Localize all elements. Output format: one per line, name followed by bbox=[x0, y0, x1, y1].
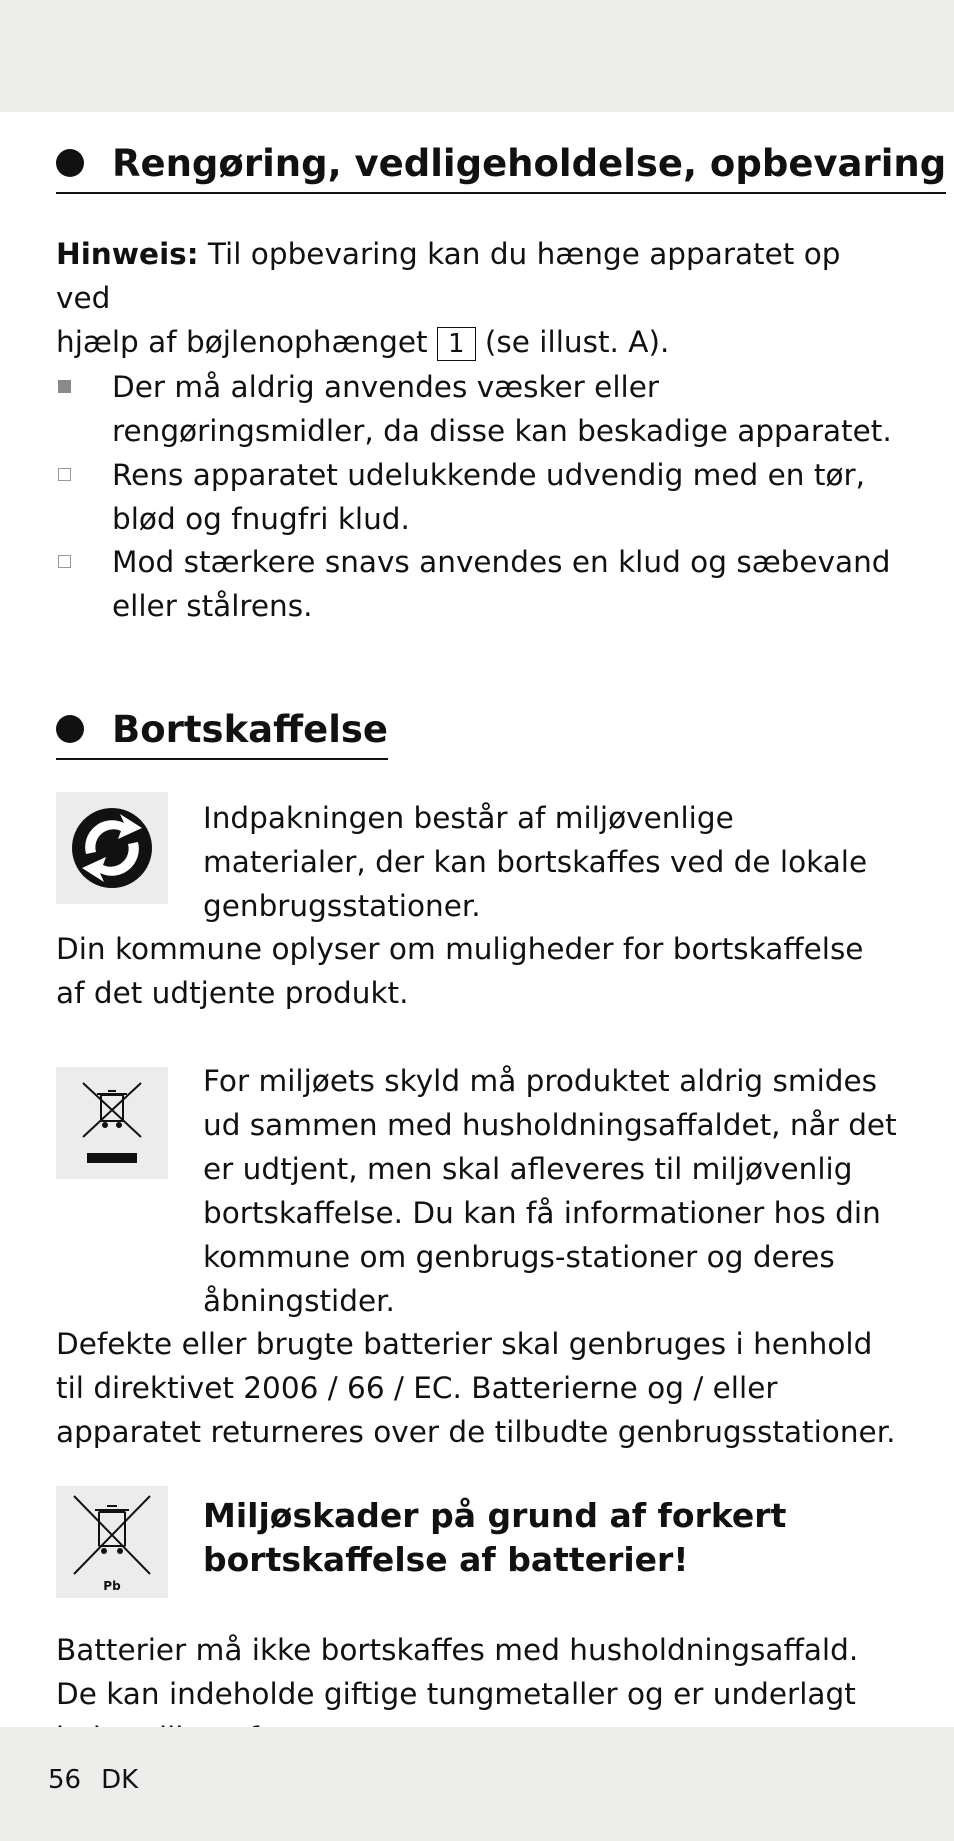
battery-directive-paragraph: Defekte eller brugte batterier skal genbruges i henhold til direktivet 2006 / 66 / EC. Batterierne og / eller apparatet returneres over de tilbudte genbrugsstationer. bbox=[56, 1327, 896, 1449]
list-item-text: Rens apparatet udelukkende udvendig med en tør, blød og fnugfri klud. bbox=[112, 458, 865, 536]
heading-text: Rengøring, vedligeholdelse, opbevaring bbox=[112, 142, 947, 185]
list-item-text: Der må aldrig anvendes væsker eller rengøringsmidler, da disse kan beskadige apparatet. bbox=[112, 370, 892, 448]
list-item-text: Mod stærkere snavs anvendes en klud og sæbevand eller stålrens. bbox=[112, 545, 891, 623]
note-paragraph bbox=[56, 232, 898, 364]
battery-warning-title: Miljøskader på grund af forkert bortskaffelse af batterier! bbox=[203, 1496, 787, 1579]
note-text: Til opbevaring kan du hænge apparatet op ved bbox=[56, 237, 841, 315]
weee-symbol-box bbox=[56, 1067, 168, 1179]
list-item bbox=[56, 540, 898, 628]
illustration-reference: 1 bbox=[437, 327, 476, 361]
list-item bbox=[56, 365, 898, 453]
language-code: DK bbox=[101, 1765, 139, 1795]
recycling-text: Indpakningen består af miljøvenlige materialer, der kan bortskaffes ved de lokale genbrugsstationer. bbox=[203, 801, 868, 923]
municipality-paragraph: Din kommune oplyser om muligheder for bortskaffelse af det udtjente produkt. bbox=[56, 932, 864, 1010]
heading-bullet-icon bbox=[56, 715, 84, 743]
note-text-2: hjælp af bøjlenophænget bbox=[56, 325, 437, 359]
crossed-bin-icon bbox=[56, 1067, 168, 1179]
top-band bbox=[0, 0, 954, 112]
page-footer bbox=[48, 1762, 158, 1798]
bullet-empty-square-icon bbox=[58, 468, 71, 481]
battery-symbol-box bbox=[56, 1486, 168, 1598]
note-label: Hinweis: bbox=[56, 237, 199, 271]
note-text-3: (se illust. A). bbox=[475, 325, 670, 359]
page-number: 56 bbox=[48, 1765, 82, 1795]
section-heading-disposal bbox=[56, 708, 388, 760]
heading-bullet-icon bbox=[56, 149, 84, 177]
bullet-filled-square-icon bbox=[58, 380, 71, 393]
weee-text: For miljøets skyld må produktet aldrig smides ud sammen med husholdningsaffaldet, når det er udtjent, men skal afleveres til miljøvenlig bortskaffelse. Du kan få informationer hos din kommune om genbrugs-stationer og deres åbningstider. bbox=[203, 1064, 897, 1318]
recycling-symbol-box bbox=[56, 792, 168, 904]
section-heading-cleaning bbox=[56, 142, 946, 194]
recycling-icon bbox=[56, 792, 168, 904]
heading-text: Bortskaffelse bbox=[112, 708, 389, 751]
battery-disposal-paragraph: Batterier må ikke bortskaffes med husholdningsaffald. De kan indeholde giftige tungmetaller og er underlagt bbox=[56, 1633, 859, 1711]
list-item bbox=[56, 453, 898, 541]
pb-label: Pb bbox=[103, 1579, 121, 1593]
bullet-empty-square-icon bbox=[58, 555, 71, 568]
crossed-bin-pb-icon bbox=[56, 1486, 168, 1598]
